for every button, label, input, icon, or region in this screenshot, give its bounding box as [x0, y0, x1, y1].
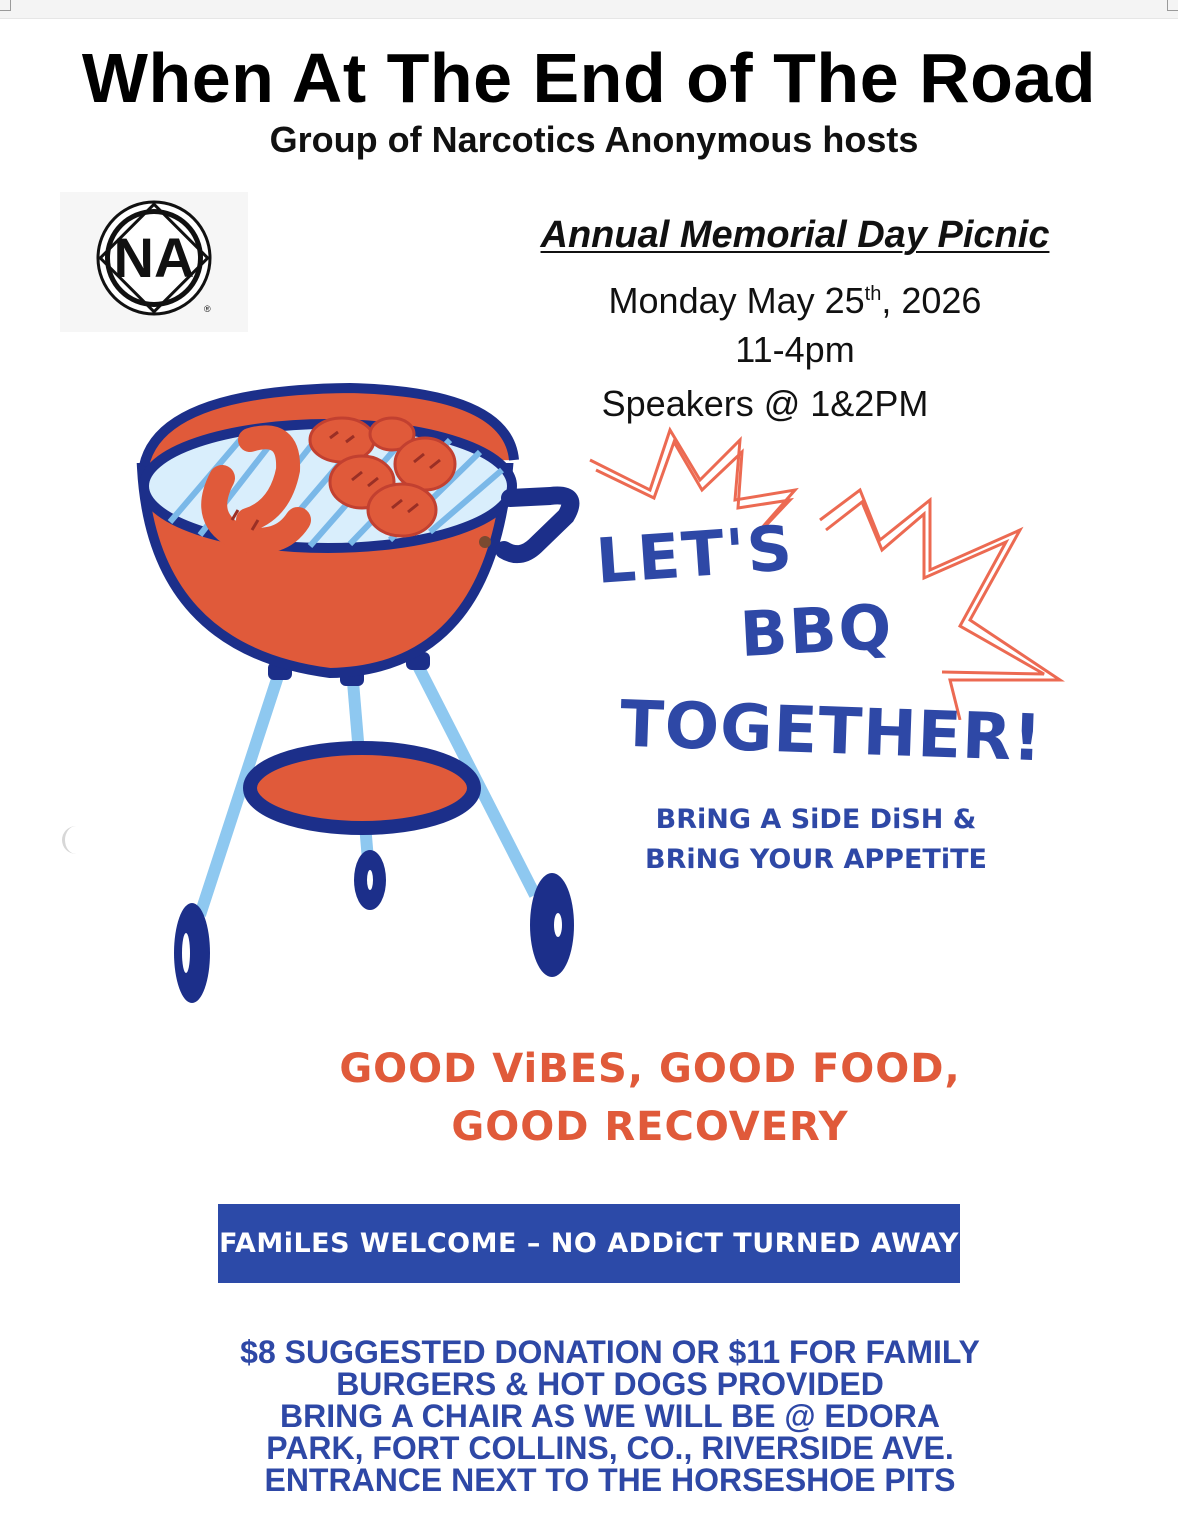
crop-mark-right-icon	[1167, 0, 1178, 11]
event-time: 11-4pm	[735, 329, 855, 370]
page-edge-mark	[62, 826, 81, 854]
info-line-3: BRING A CHAIR AS WE WILL BE @ EDORA	[280, 1398, 940, 1434]
vibes-tagline	[300, 1040, 1000, 1156]
bbq-heading: BBQ	[738, 590, 896, 671]
event-date: Monday May 25th, 2026	[608, 280, 982, 321]
welcome-banner-text: FAMiLES WELCOME – NO ADDiCT TURNED AWAY	[219, 1228, 959, 1259]
lets-heading: LET'S	[593, 511, 797, 598]
svg-text:®: ®	[204, 304, 211, 314]
flyer-subtitle: Group of Narcotics Anonymous hosts	[269, 119, 919, 160]
vibes-line-1: GOOD ViBES, GOOD FOOD,	[339, 1046, 961, 1092]
crop-mark-left-icon	[0, 0, 11, 11]
info-line-4: PARK, FORT COLLINS, CO., RIVERSIDE AVE.	[266, 1430, 954, 1466]
donation-info	[180, 1336, 1040, 1496]
event-details	[480, 212, 1110, 424]
bbq-grill-illustration	[130, 370, 590, 1020]
na-logo	[60, 192, 248, 332]
together-heading: TOGETHER!	[618, 687, 1044, 777]
side-dish-line-2: BRiNG YOUR APPETiTE	[645, 844, 987, 875]
flyer-title: When At The End of The Road	[81, 39, 1097, 117]
document-top-bar	[0, 0, 1178, 19]
info-line-2: BURGERS & HOT DOGS PROVIDED	[336, 1366, 884, 1402]
welcome-banner	[218, 1204, 960, 1283]
side-dish-note	[636, 800, 996, 880]
na-logo-letters: NA	[113, 226, 195, 289]
event-title: Annual Memorial Day Picnic	[540, 214, 1050, 256]
event-speakers: Speakers @ 1&2PM	[601, 383, 929, 424]
info-line-1: $8 SUGGESTED DONATION OR $11 FOR FAMILY	[240, 1334, 980, 1370]
info-line-5: ENTRANCE NEXT TO THE HORSESHOE PITS	[264, 1462, 956, 1498]
vibes-line-2: GOOD RECOVERY	[451, 1104, 849, 1150]
na-logo-icon	[96, 200, 216, 320]
side-dish-line-1: BRiNG A SiDE DiSH &	[655, 804, 977, 835]
